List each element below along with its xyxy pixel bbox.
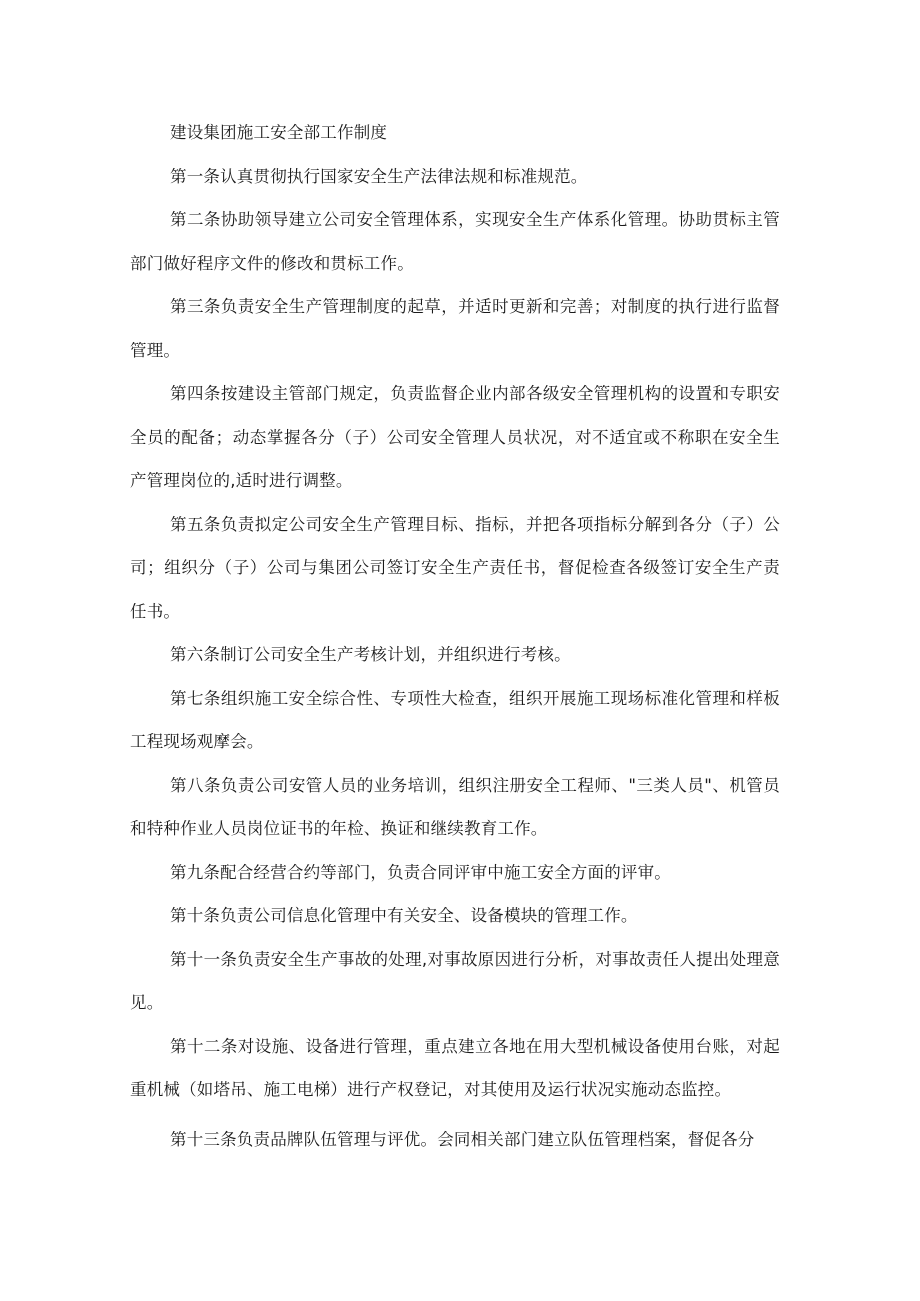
article-2: 第二条协助领导建立公司安全管理体系，实现安全生产体系化管理。协助贯标主管部门做好程序文件的修改和贯标工作。 (130, 210, 780, 273)
article-4: 第四条按建设主管部门规定，负责监督企业内部各级安全管理机构的设置和专职安全员的配备；动态掌握各分（子）公司安全管理人员状况，对不适宜或不称职在安全生产管理岗位的,适时进行调整。 (130, 384, 780, 490)
article-3: 第三条负责安全生产管理制度的起草，并适时更新和完善；对制度的执行进行监督管理。 (130, 297, 780, 360)
article-11: 第十一条负责安全生产事故的处理,对事故原因进行分析，对事故责任人提出处理意见。 (130, 949, 780, 1012)
article-13: 第十三条负责品牌队伍管理与评优。会同相关部门建立队伍管理档案，督促各分 (170, 1129, 755, 1149)
article-8: 第八条负责公司安管人员的业务培训，组织注册安全工程师、"三类人员"、机管员和特种作业人员岗位证书的年检、换证和继续教育工作。 (130, 775, 780, 838)
article-5: 第五条负责拟定公司安全生产管理目标、指标，并把各项指标分解到各分（子）公司；组织分（子）公司与集团公司签订安全生产责任书，督促检查各级签订安全生产责任书。 (130, 514, 780, 621)
article-6: 第六条制订公司安全生产考核计划，并组织进行考核。 (170, 645, 571, 664)
article-1: 第一条认真贯彻执行国家安全生产法律法规和标准规范。 (170, 166, 588, 186)
article-7: 第七条组织施工安全综合性、专项性大检查，组织开展施工现场标准化管理和样板工程现场观摩会。 (130, 688, 780, 751)
document-title: 建设集团施工安全部工作制度 (170, 123, 388, 142)
article-10: 第十条负责公司信息化管理中有关安全、设备模块的管理工作。 (170, 906, 638, 925)
document-body (130, 111, 780, 1161)
article-12: 第十二条对设施、设备进行管理，重点建立各地在用大型机械设备使用台账，对起重机械（如塔吊、施工电梯）进行产权登记，对其使用及运行状况实施动态监控。 (130, 1036, 780, 1099)
article-9: 第九条配合经营合约等部门，负责合同评审中施工安全方面的评审。 (170, 862, 671, 882)
